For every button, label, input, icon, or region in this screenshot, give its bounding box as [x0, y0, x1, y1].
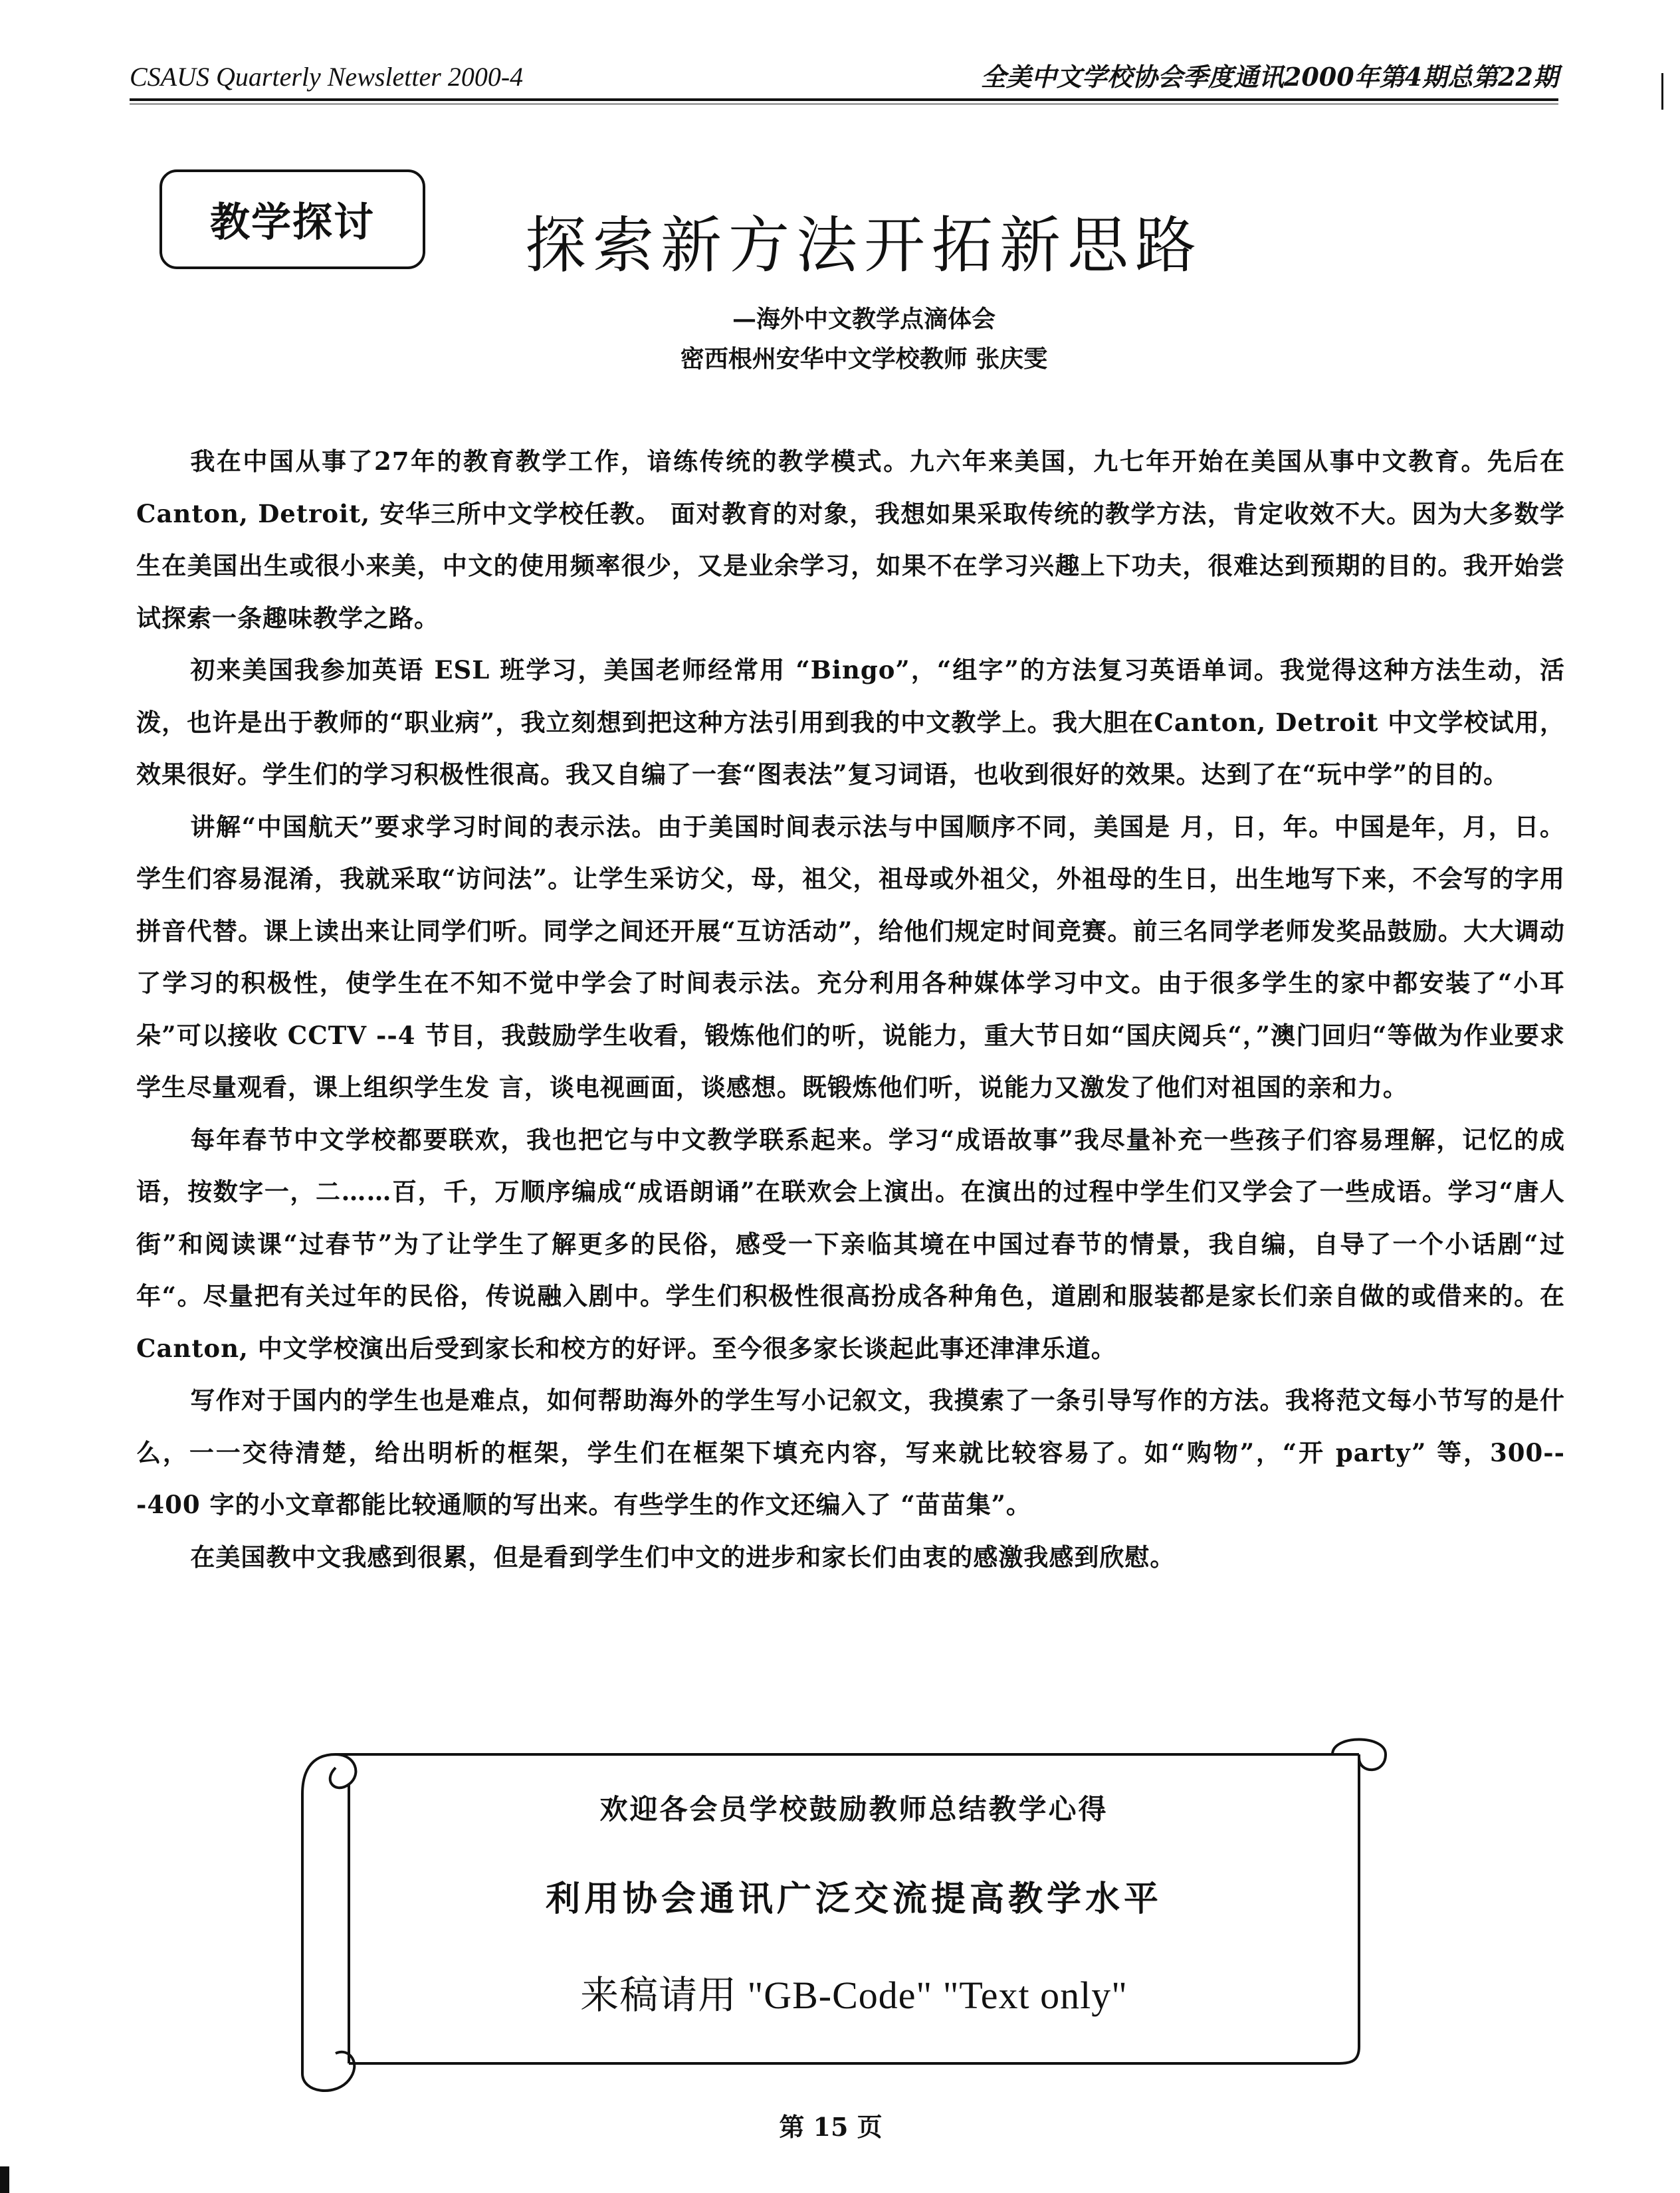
header-rule — [130, 98, 1558, 101]
paragraph: 初来美国我参加英语 ESL 班学习，美国老师经常用 “Bingo”，“组字”的方法复习英语单词。我觉得这种方法生动，活泼，也许是出于教师的“职业病”，我立刻想到把这种方法引用到我的中文教学上。我大胆在Canton, Detroit 中文学校试用，效果很好。学生们的学习积极性很高。我又自编了一套“图表法”复习词语，也收到很好的效果。达到了在“玩中学”的目的。 — [136, 655, 1565, 789]
paragraph: 在美国教中文我感到很累，但是看到学生们中文的进步和家长们由衷的感激我感到欣慰。 — [190, 1542, 1176, 1572]
scan-artifact — [0, 2166, 9, 2193]
paragraph: 写作对于国内的学生也是难点，如何帮助海外的学生写小记叙文，我摸索了一条引导写作的方法。我将范文每小节写的是什么，一一交待清楚，给出明析的框架，学生们在框架下填充内容，写来就比较容易了。如“购物”，“开 party” 等，300---400 字的小文章都能比较通顺的写出来。有些学生的作文还编入了 “苗苗集”。 — [136, 1386, 1565, 1519]
column-tag: 教学探讨 — [159, 169, 425, 269]
paragraph: 我在中国从事了27年的教育教学工作，谙练传统的教学模式。九六年来美国，九七年开始在美国从事中文教育。先后在Canton, Detroit, 安华三所中文学校任教。 面对教育的对象，我想如果采取传统的教学方法，肯定收效不大。因为大多数学生在美国出生或很小来美，中文的使用频率很少，又是业余学习，如果不在学习兴趣上下功夫，很难达到预期的目的。我开始尝试探索一条趣味教学之路。 — [136, 447, 1565, 633]
page-number: 第 15 页 — [779, 2112, 883, 2142]
article-title: 探索新方法开拓新思路 — [524, 210, 1203, 281]
scan-artifact — [1661, 73, 1663, 110]
paragraph: 讲解“中国航天”要求学习时间的表示法。由于美国时间表示法与中国顺序不同，美国是 月，日，年。中国是年，月，日。学生们容易混淆，我就采取“访问法”。让学生采访父，母，祖父，祖母或外祖父，外祖母的生日，出生地写下来，不会写的字用拼音代替。课上读出来让同学们听。同学之间还开展“互访活动”，给他们规定时间竞赛。前三名同学老师发奖品鼓励。大大调动了学习的积极性，使学生在不知不觉中学会了时间表示法。充分利用各种媒体学习中文。由于很多学生的家中都安装了“小耳朵”可以接收 CCTV --4 节目，我鼓励学生收看，锻炼他们的听，说能力，重大节日如“国庆阅兵“，”澳门回归“等做为作业要求学生尽量观看，课上组织学生发 言，谈电视画面，谈感想。既锻炼他们听，说能力又激发了他们对祖国的亲和力。 — [136, 811, 1565, 1102]
article-author: 密西根州安华中文学校教师 张庆雯 — [680, 345, 1048, 373]
newsletter-name: CSAUS Quarterly Newsletter 2000-4 — [130, 62, 524, 92]
notice-scroll — [296, 1728, 1412, 2100]
notice-line-1: 欢迎各会员学校鼓励教师总结教学心得 — [599, 1793, 1108, 1826]
notice-line-2: 利用协会通讯广泛交流提高教学水平 — [545, 1879, 1162, 1919]
article-subtitle: —海外中文教学点滴体会 — [732, 305, 996, 333]
notice-line-3: 来稿请用 "GB-Code" "Text only" — [580, 1974, 1128, 2017]
issue-info: 全美中文学校协会季度通讯2000年第4期总第22期 — [980, 62, 1558, 92]
page-header — [130, 57, 1558, 97]
paragraph: 每年春节中文学校都要联欢，我也把它与中文教学联系起来。学习“成语故事”我尽量补充一些孩子们容易理解，记忆的成语，按数字一，二……百，千，万顺序编成“成语朗诵”在联欢会上演出。在演出的过程中学生们又学会了一些成语。学习“唐人街”和阅读课“过春节”为了让学生了解更多的民俗，感受一下亲临其境在中国过春节的情景，我自编，自导了一个小话剧“过年“。尽量把有关过年的民俗，传说融入剧中。学生们积极性很高扮成各种角色，道剧和服装都是家长们亲自做的或借来的。在Canton, 中文学校演出后受到家长和校方的好评。至今很多家长谈起此事还津津乐道。 — [136, 1124, 1565, 1363]
article-body — [136, 435, 1565, 1583]
